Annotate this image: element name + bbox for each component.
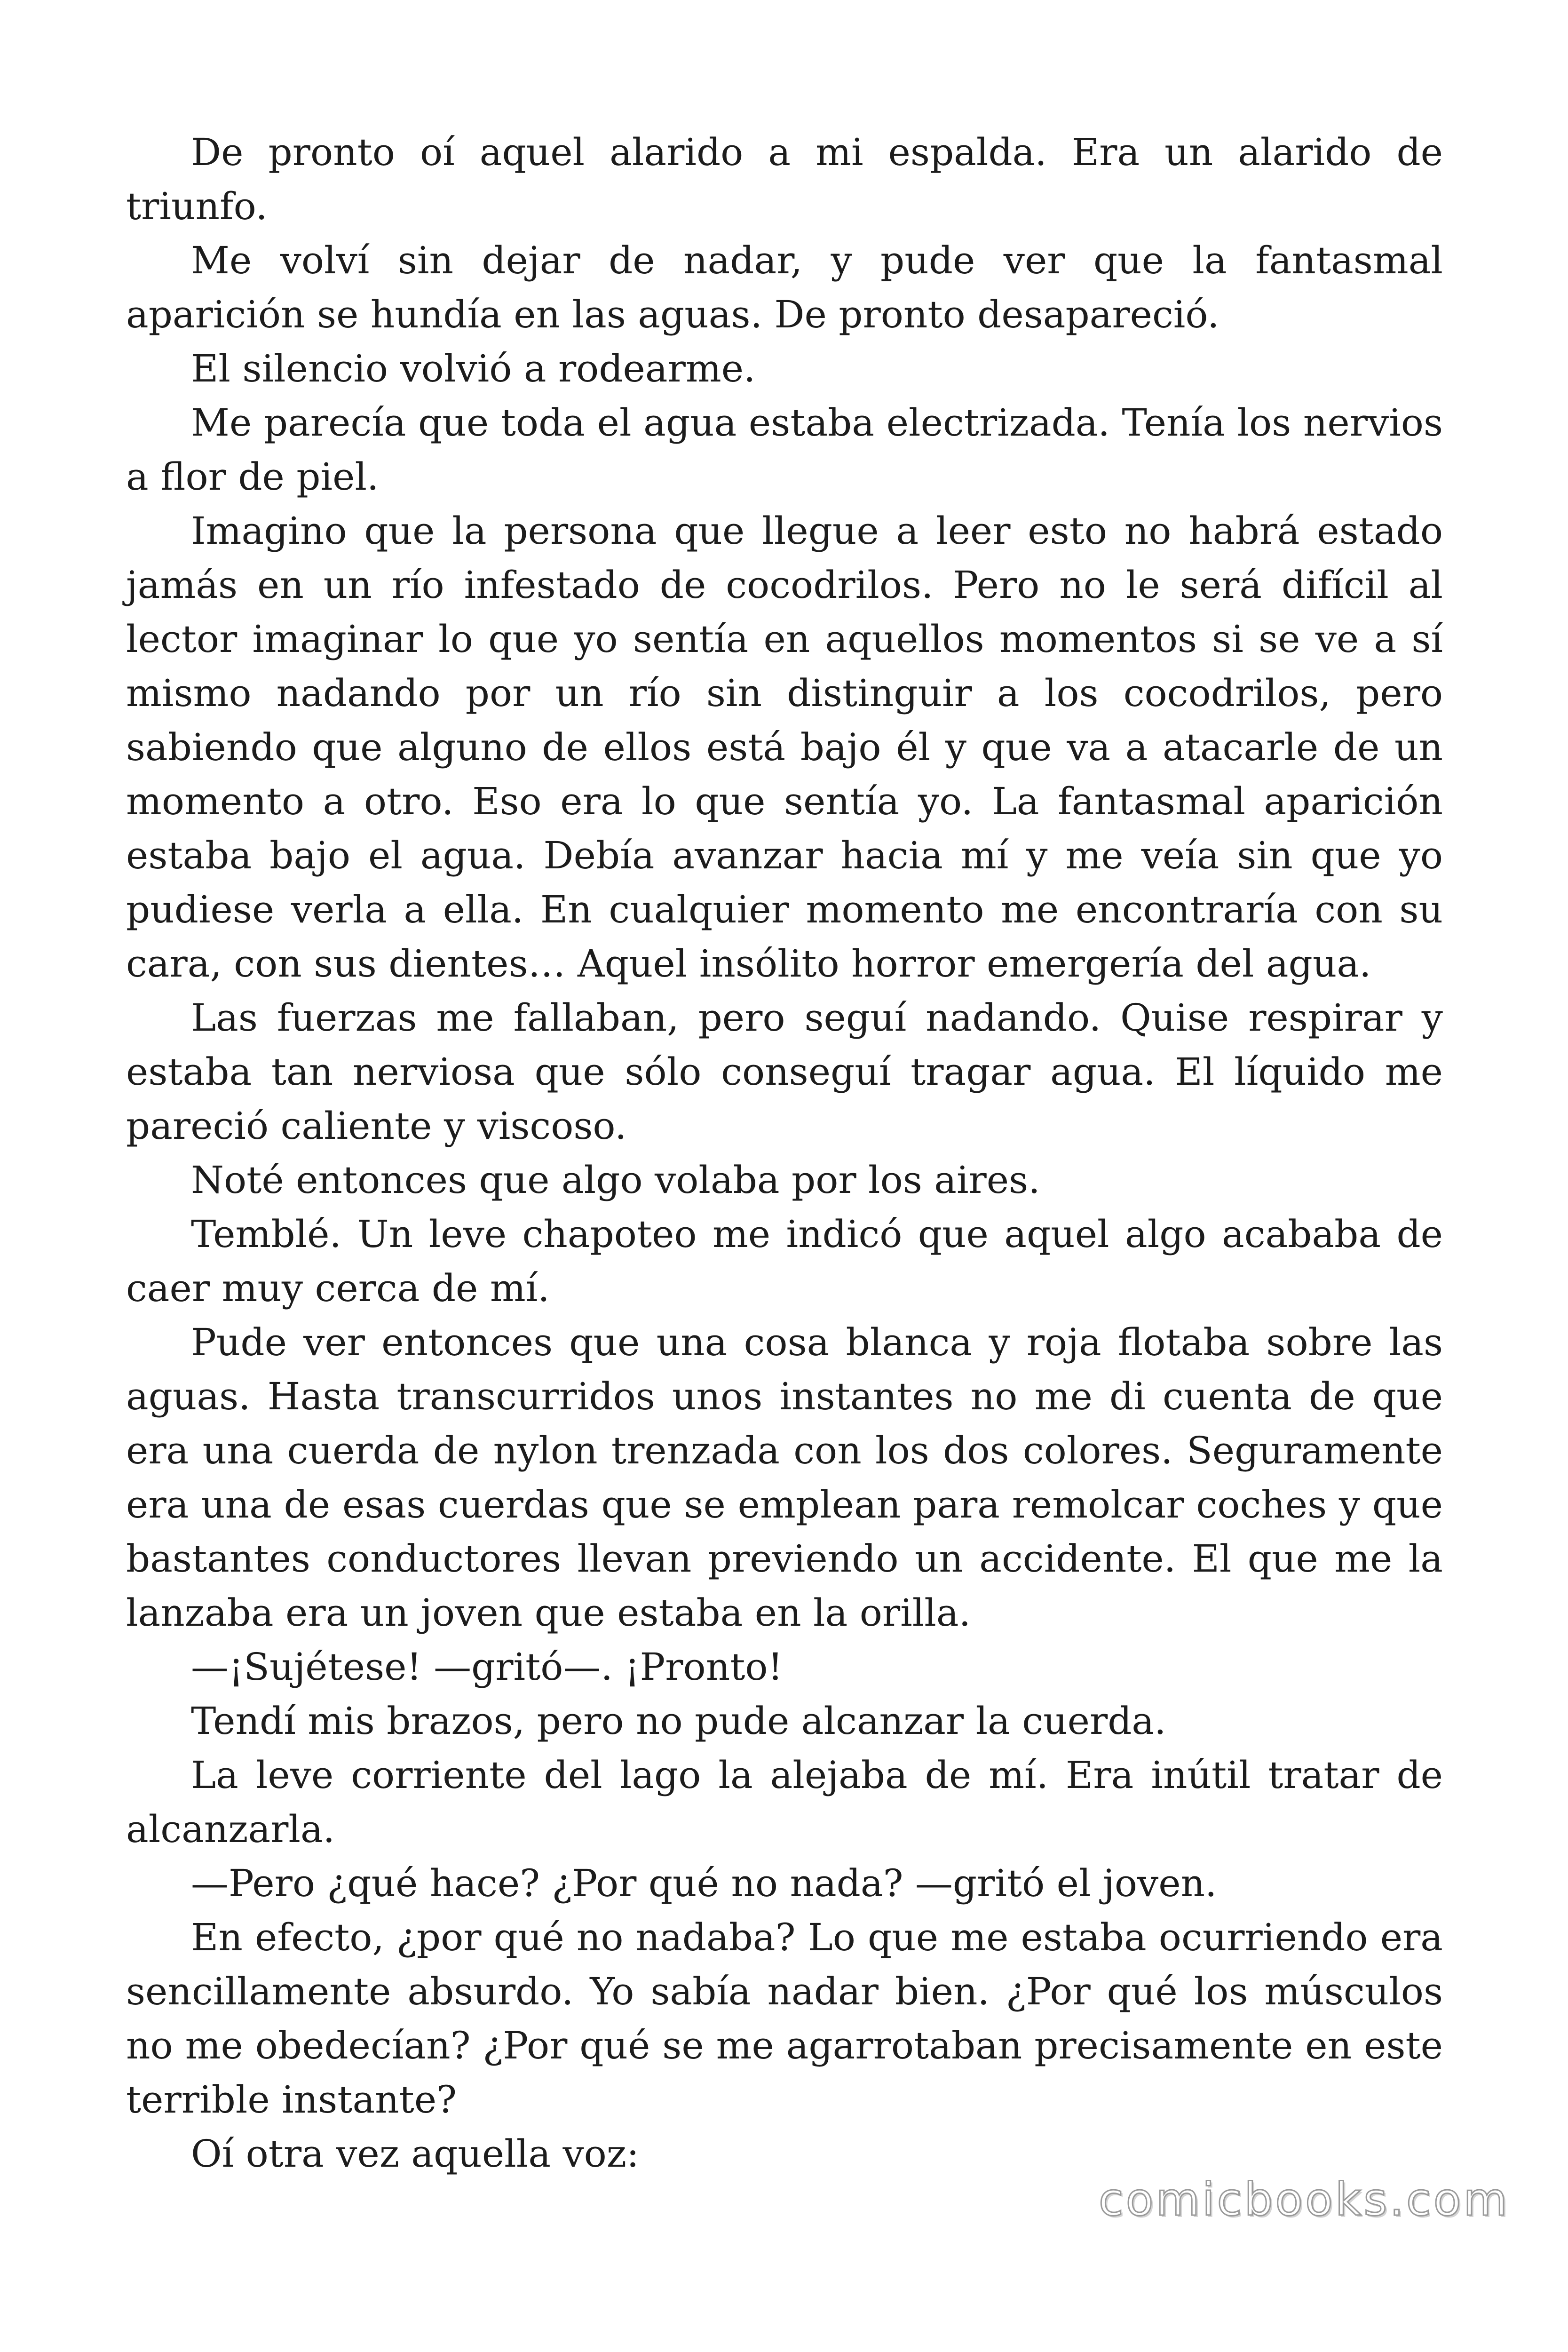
paragraph: Las fuerzas me fallaban, pero seguí nadando. Quise respirar y estaba tan nerviosa que sólo conseguí tragar agua. El líquido me pareció caliente y viscoso. bbox=[126, 996, 1443, 1148]
paragraph: Oí otra vez aquella voz: bbox=[191, 2132, 639, 2176]
paragraph: Temblé. Un leve chapoteo me indicó que aquel algo acababa de caer muy cerca de mí. bbox=[126, 1212, 1443, 1310]
paragraph: De pronto oí aquel alarido a mi espalda. Era un alarido de triunfo. bbox=[126, 130, 1443, 228]
paragraph: Me parecía que toda el agua estaba electrizada. Tenía los nervios a flor de piel. bbox=[126, 401, 1443, 499]
paragraph: Noté entonces que algo volaba por los aires. bbox=[191, 1158, 1040, 1202]
paragraph: El silencio volvió a rodearme. bbox=[191, 347, 756, 390]
paragraph: Imagino que la persona que llegue a leer esto no habrá estado jamás en un río infestado de cocodrilos. Pero no le será difícil al lector imaginar lo que yo sentía en aquellos momentos si se ve a sí mismo nadando por un río sin distinguir a los cocodrilos, pero sabiendo que alguno de ellos está bajo él y que va a atacarle de un momento a otro. Eso era lo que sentía yo. La fantasmal aparición estaba bajo el agua. Debía avanzar hacia mí y me veía sin que yo pudiese verla a ella. En cualquier momento me encontraría con su cara, con sus dientes… Aquel insólito horror emergería del agua. bbox=[126, 509, 1443, 985]
paragraph: —¡Sujétese! —gritó—. ¡Pronto! bbox=[191, 1645, 783, 1689]
paragraph: Pude ver entonces que una cosa blanca y roja flotaba sobre las aguas. Hasta transcurridos unos instantes no me di cuenta de que era una cuerda de nylon trenzada con los dos colores. Seguramente era una de esas cuerdas que se emplean para remolcar coches y que bastantes conductores llevan previendo un accidente. El que me la lanzaba era un joven que estaba en la orilla. bbox=[126, 1320, 1443, 1635]
paragraph: La leve corriente del lago la alejaba de mí. Era inútil tratar de alcanzarla. bbox=[126, 1753, 1443, 1851]
paragraph: Tendí mis brazos, pero no pude alcanzar la cuerda. bbox=[191, 1699, 1166, 1743]
body-text bbox=[126, 125, 1443, 2181]
paragraph: Me volví sin dejar de nadar, y pude ver que la fantasmal aparición se hundía en las aguas. De pronto desapareció. bbox=[126, 238, 1443, 336]
paragraph: En efecto, ¿por qué no nadaba? Lo que me estaba ocurriendo era sencillamente absurdo. Yo sabía nadar bien. ¿Por qué los músculos no me obedecían? ¿Por qué se me agarrotaban precisamente en este terrible instante? bbox=[126, 1915, 1443, 2122]
paragraph: —Pero ¿qué hace? ¿Por qué no nada? —gritó el joven. bbox=[191, 1861, 1217, 1905]
watermark: comicbooks.com bbox=[1098, 2173, 1510, 2226]
